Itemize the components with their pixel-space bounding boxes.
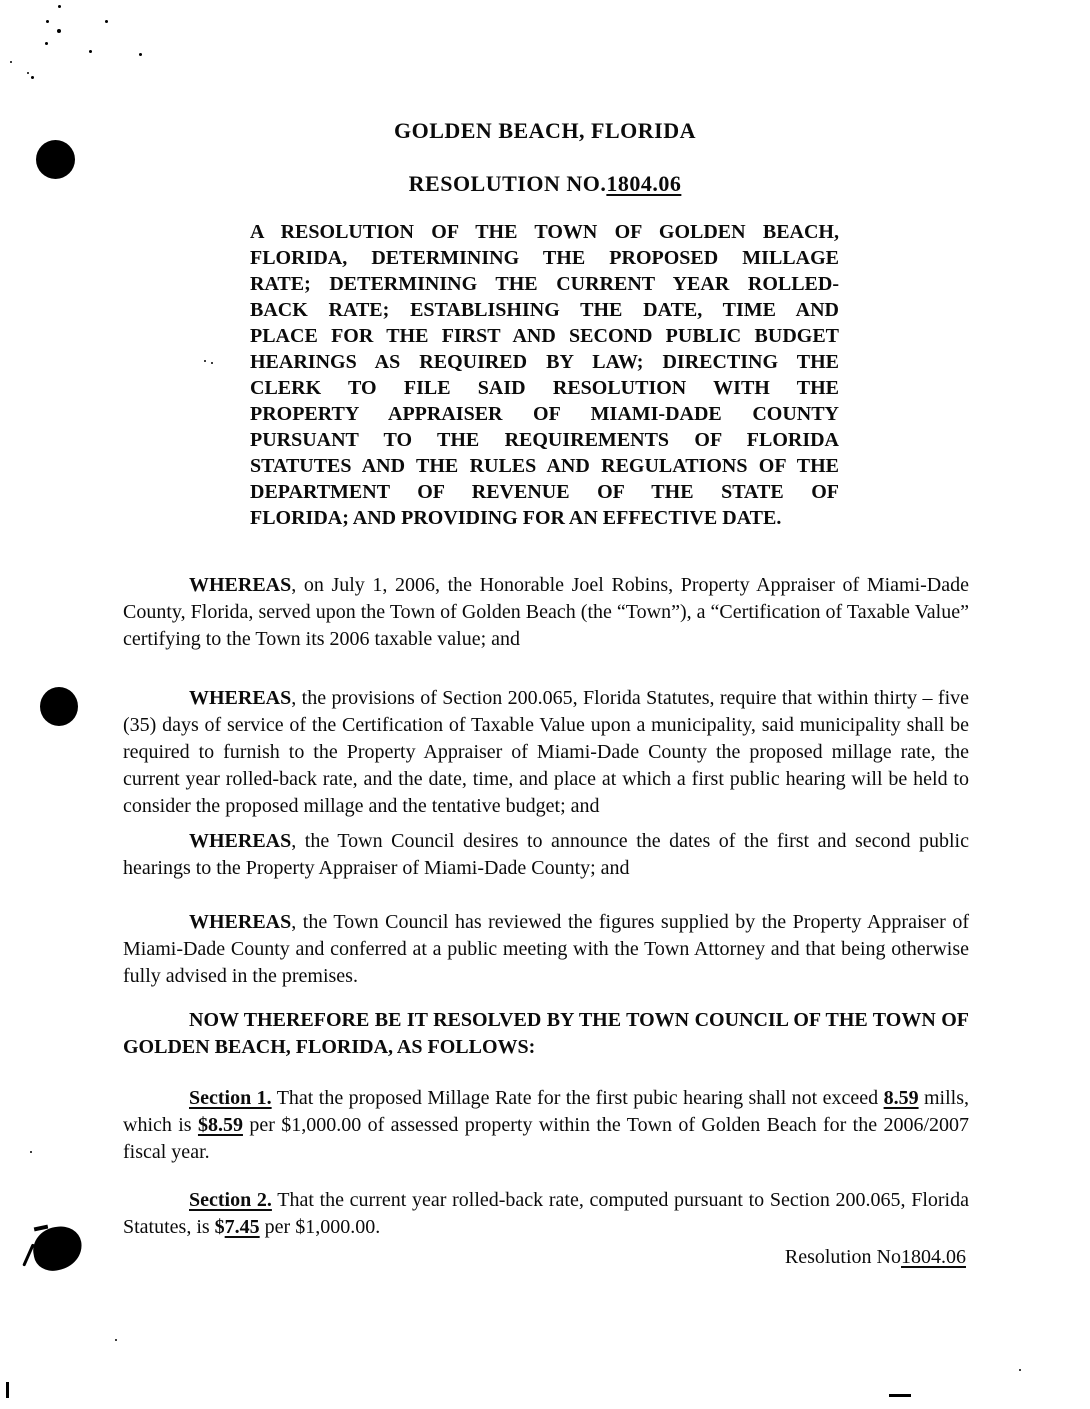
scan-speck: [27, 72, 29, 74]
scan-speck: [139, 53, 142, 56]
whereas-clause-2: [123, 685, 969, 820]
summary-line: PLACE FOR THE FIRST AND SECOND PUBLIC BUDGET: [250, 325, 839, 347]
resolution-number-heading: [0, 171, 1090, 197]
section-2: Section 2. That the current year rolled-back rate, computed pursuant to Section 200.065, Florida Statutes, is $7.45 per $1,000.00.: [123, 1189, 969, 1238]
millage-amount-value: $8.59: [197, 1114, 243, 1136]
resolution-number-value: 1804.06: [606, 171, 682, 196]
resolution-number-label: RESOLUTION NO.: [408, 171, 607, 196]
scan-speck: [58, 5, 61, 8]
summary-line: PROPERTY APPRAISER OF MIAMI-DADE COUNTY: [250, 403, 839, 425]
whereas-text: , on July 1, 2006, the Honorable Joel Robins, Property Appraiser of Miami-Dade County, Florida, served upon the Town of Golden Beach (the “Town”), a “Certification of Taxable Value” certifying to the Town its 2006 taxable value; and: [123, 574, 969, 650]
section-1: Section 1. That the proposed Millage Rate for the first pubic hearing shall not exceed 8.59 mills, which is $8.59 per $1,000.00 of assessed property within the Town of Golden Beach for the 2006/2007 fiscal year.: [123, 1087, 970, 1163]
resolved-clause: NOW THEREFORE BE IT RESOLVED BY THE TOWN COUNCIL OF THE TOWN OF GOLDEN BEACH, FLORIDA, AS FOLLOWS:: [123, 1009, 969, 1058]
whereas-lead: WHEREAS: [189, 687, 292, 709]
rolled-back-currency: $: [214, 1216, 225, 1238]
scan-speck: [115, 1339, 117, 1341]
footer-number: 1804.06: [901, 1246, 966, 1268]
section-2-label: Section 2.: [189, 1189, 272, 1211]
scan-speck: [89, 50, 92, 53]
scan-speck: [10, 61, 12, 63]
summary-line: FLORIDA; AND PROVIDING FOR AN EFFECTIVE DATE.: [250, 507, 782, 529]
scan-speck: [105, 20, 108, 23]
summary-line: BACK RATE; ESTABLISHING THE DATE, TIME AND: [250, 299, 839, 321]
summary-line: RATE; DETERMINING THE CURRENT YEAR ROLLED-: [250, 273, 839, 295]
punch-hole-mark-middle: [40, 687, 78, 726]
footer-resolution-number: [785, 1246, 966, 1269]
punch-hole-mark-bottom: [30, 1223, 86, 1274]
millage-rate-value: 8.59: [883, 1087, 919, 1109]
scan-speck: [45, 42, 48, 45]
scan-speck: [30, 1151, 32, 1153]
whereas-text: , the Town Council has reviewed the figures supplied by the Property Appraiser of Miami-Dade County and conferred at a public meeting with the Town Attorney and that being otherwise fully advised in the premises.: [123, 911, 969, 987]
footer-label: Resolution No: [784, 1246, 901, 1268]
whereas-text: , the Town Council desires to announce the dates of the first and second public hearings to the Property Appraiser of Miami-Dade County; and: [123, 830, 969, 879]
rolled-back-rate-value: 7.45: [224, 1216, 260, 1238]
scan-speck: [31, 76, 34, 79]
whereas-lead: WHEREAS: [189, 574, 292, 596]
scan-speck: [57, 29, 61, 33]
summary-line: HEARINGS AS REQUIRED BY LAW; DIRECTING THE: [250, 351, 839, 373]
summary-line: FLORIDA, DETERMINING THE PROPOSED MILLAGE: [250, 247, 839, 269]
section-1-label: Section 1.: [189, 1087, 272, 1109]
whereas-text: , the provisions of Section 200.065, Florida Statutes, require that within thirty – five (35) days of service of the Certification of Taxable Value upon a municipality, said municipality shall be required to furnish to the Property Appraiser of Miami-Dade County the proposed millage rate, the current year rolled-back rate, and the date, time, and place at which a first public hearing will be held to consider the proposed millage and the tentative budget; and: [123, 687, 969, 817]
whereas-lead: WHEREAS: [189, 911, 292, 933]
resolution-summary-block: [250, 219, 839, 531]
summary-line: A RESOLUTION OF THE TOWN OF GOLDEN BEACH,: [250, 221, 839, 243]
summary-line: STATUTES AND THE RULES AND REGULATIONS OF THE: [250, 455, 839, 477]
whereas-clause-4: [123, 909, 969, 990]
summary-line: PURSUANT TO THE REQUIREMENTS OF FLORIDA: [250, 429, 839, 451]
scan-speck: [204, 360, 206, 362]
scan-speck: [1019, 1369, 1021, 1371]
whereas-clause-1: [123, 572, 969, 653]
page-title: GOLDEN BEACH, FLORIDA: [393, 118, 697, 143]
scan-speck: [211, 362, 213, 364]
whereas-lead: WHEREAS: [189, 830, 292, 852]
scan-speck: [46, 20, 49, 23]
scan-mark-dash: [889, 1394, 911, 1397]
whereas-clause-3: [123, 828, 969, 882]
summary-line: DEPARTMENT OF REVENUE OF THE STATE OF: [250, 481, 839, 503]
summary-line: CLERK TO FILE SAID RESOLUTION WITH THE: [250, 377, 839, 399]
scan-mark-vertical: [6, 1382, 9, 1398]
